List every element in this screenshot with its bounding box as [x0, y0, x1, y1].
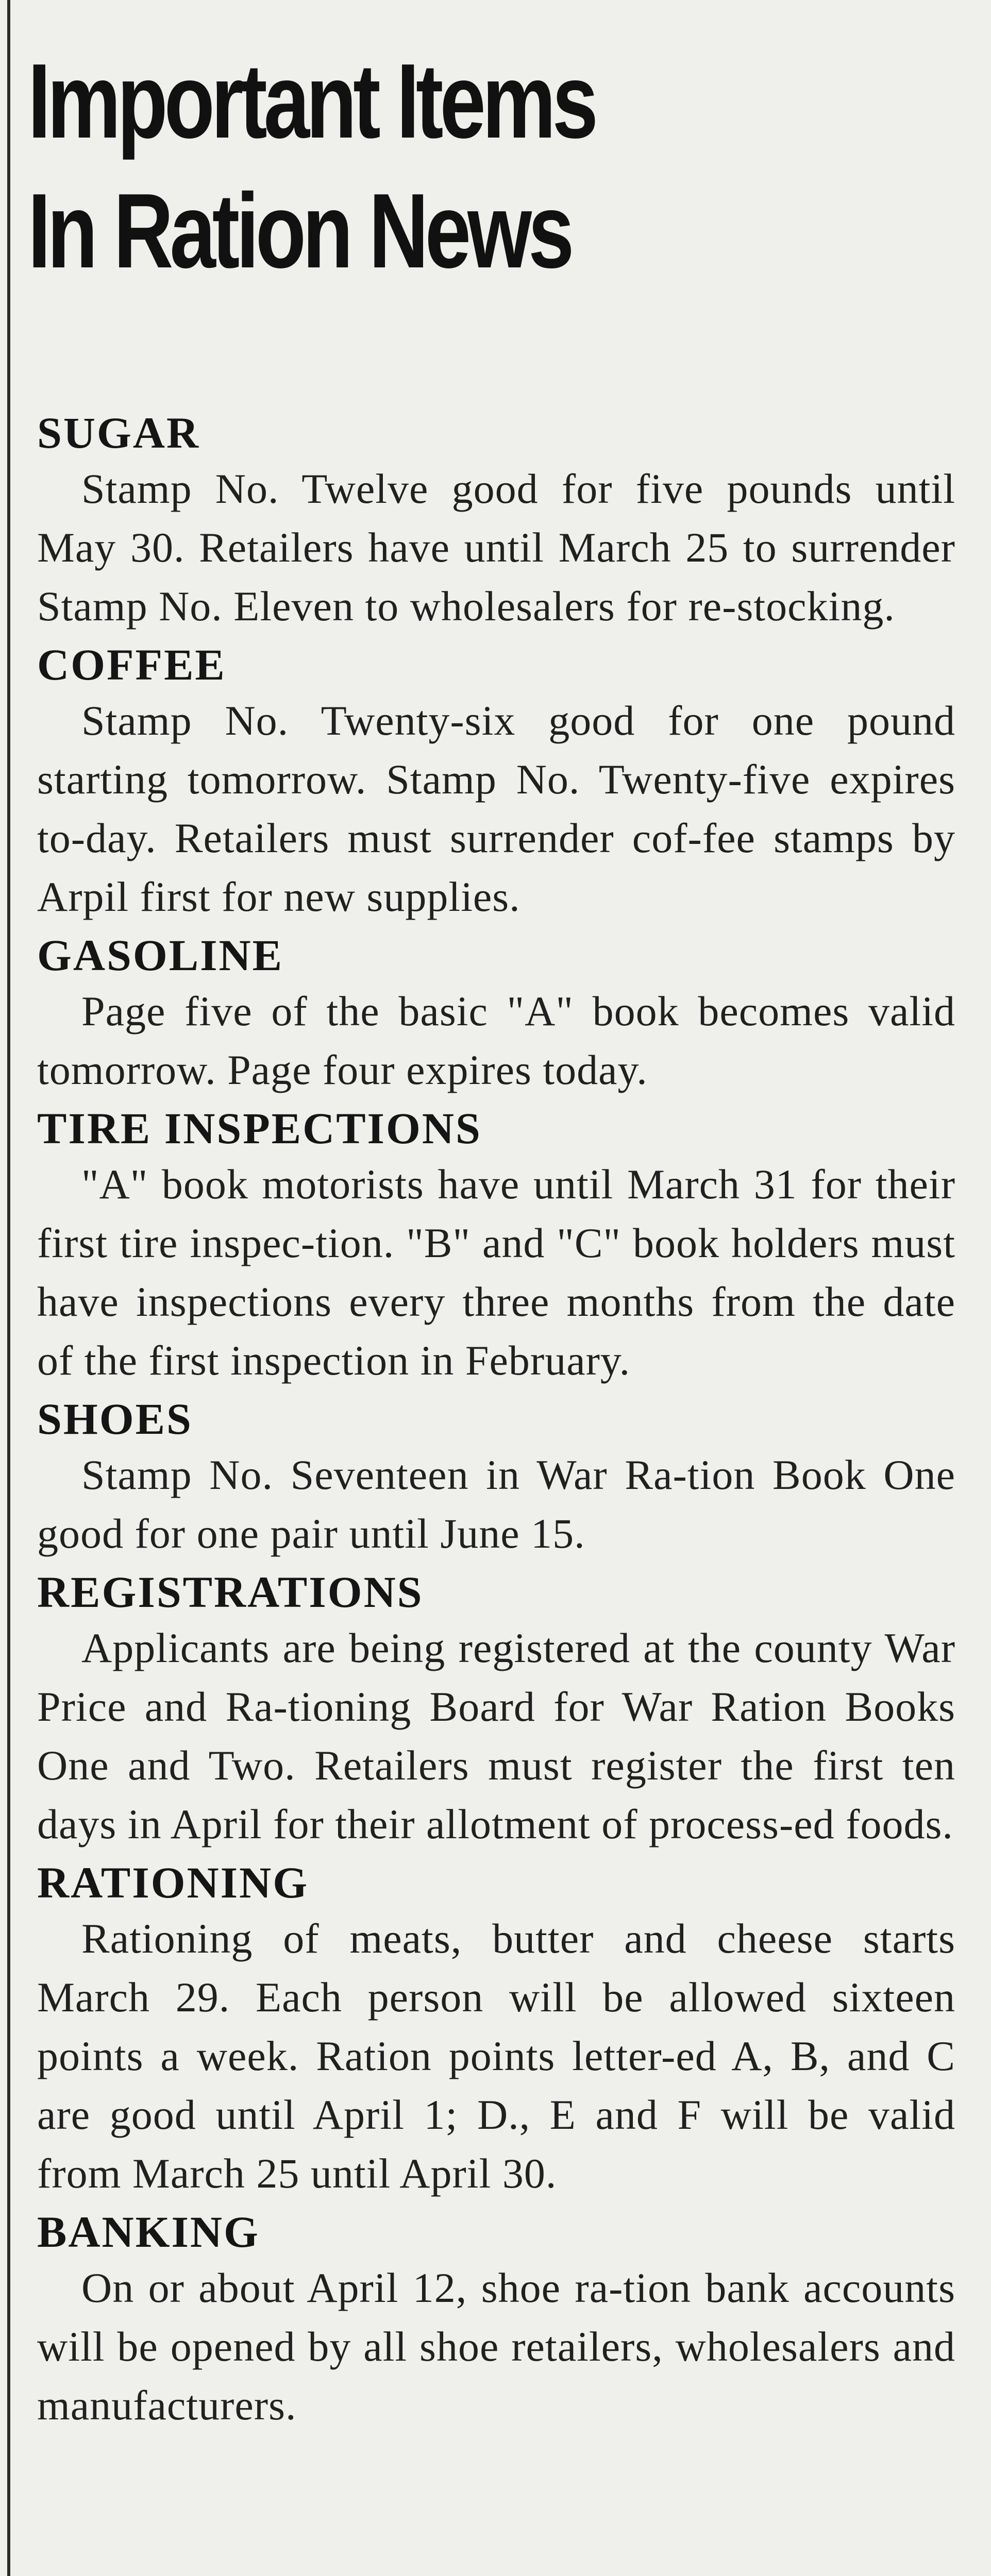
section-heading: TIRE INSPECTIONS: [37, 1104, 482, 1153]
section-text: Stamp No. Twenty-six good for one pound starting tomorrow. Stamp No. Twenty-five expires to-day. Retailers must surrender cof-fee stamps by Arpil first for new supplies.: [37, 697, 955, 920]
section-heading: GASOLINE: [37, 930, 284, 980]
section-text: Rationing of meats, butter and cheese starts March 29. Each person will be allowed sixteen points a week. Ration points letter-ed A, B, and C are good until April 1; D., E and F will be valid from March 25 until April 30.: [37, 1915, 955, 2197]
section-shoes: [37, 1392, 955, 1563]
section-text: Page five of the basic "A" book becomes valid tomorrow. Page four expires today.: [37, 988, 955, 1093]
section-tire-inspections: [37, 1101, 955, 1390]
section-gasoline: [37, 928, 955, 1099]
section-text: Applicants are being registered at the county War Price and Ra-tioning Board for War Ration Books One and Two. Retailers must register the first ten days in April for their allotment of process-ed foods.: [37, 1624, 955, 1848]
headline-line-2: In Ration News: [28, 172, 571, 290]
section-rationing: [37, 1856, 955, 2203]
section-heading: SUGAR: [37, 408, 200, 457]
section-registrations: [37, 1565, 955, 1854]
headline-line-1: Important Items: [28, 42, 595, 160]
section-heading: RATIONING: [37, 1858, 309, 1907]
section-text: Stamp No. Twelve good for five pounds until May 30. Retailers have until March 25 to surrender Stamp No. Eleven to wholesalers for re-stocking.: [37, 465, 955, 630]
section-heading: COFFEE: [37, 640, 226, 689]
headline: [28, 36, 760, 296]
section-heading: SHOES: [37, 1394, 193, 1444]
left-column-rule: [7, 0, 10, 2576]
section-heading: REGISTRATIONS: [37, 1567, 424, 1617]
ration-news-list: [37, 406, 955, 2437]
section-text: "A" book motorists have until March 31 for their first tire inspec-tion. "B" and "C" book holders must have inspections every three months from the date of the first inspection in February.: [37, 1161, 955, 1384]
section-heading: BANKING: [37, 2207, 260, 2257]
section-banking: [37, 2205, 955, 2435]
section-text: On or about April 12, shoe ra-tion bank accounts will be opened by all shoe retailers, wholesalers and manufacturers.: [37, 2264, 955, 2429]
section-text: Stamp No. Seventeen in War Ra-tion Book One good for one pair until June 15.: [37, 1451, 955, 1557]
section-coffee: [37, 638, 955, 926]
section-sugar: [37, 406, 955, 636]
